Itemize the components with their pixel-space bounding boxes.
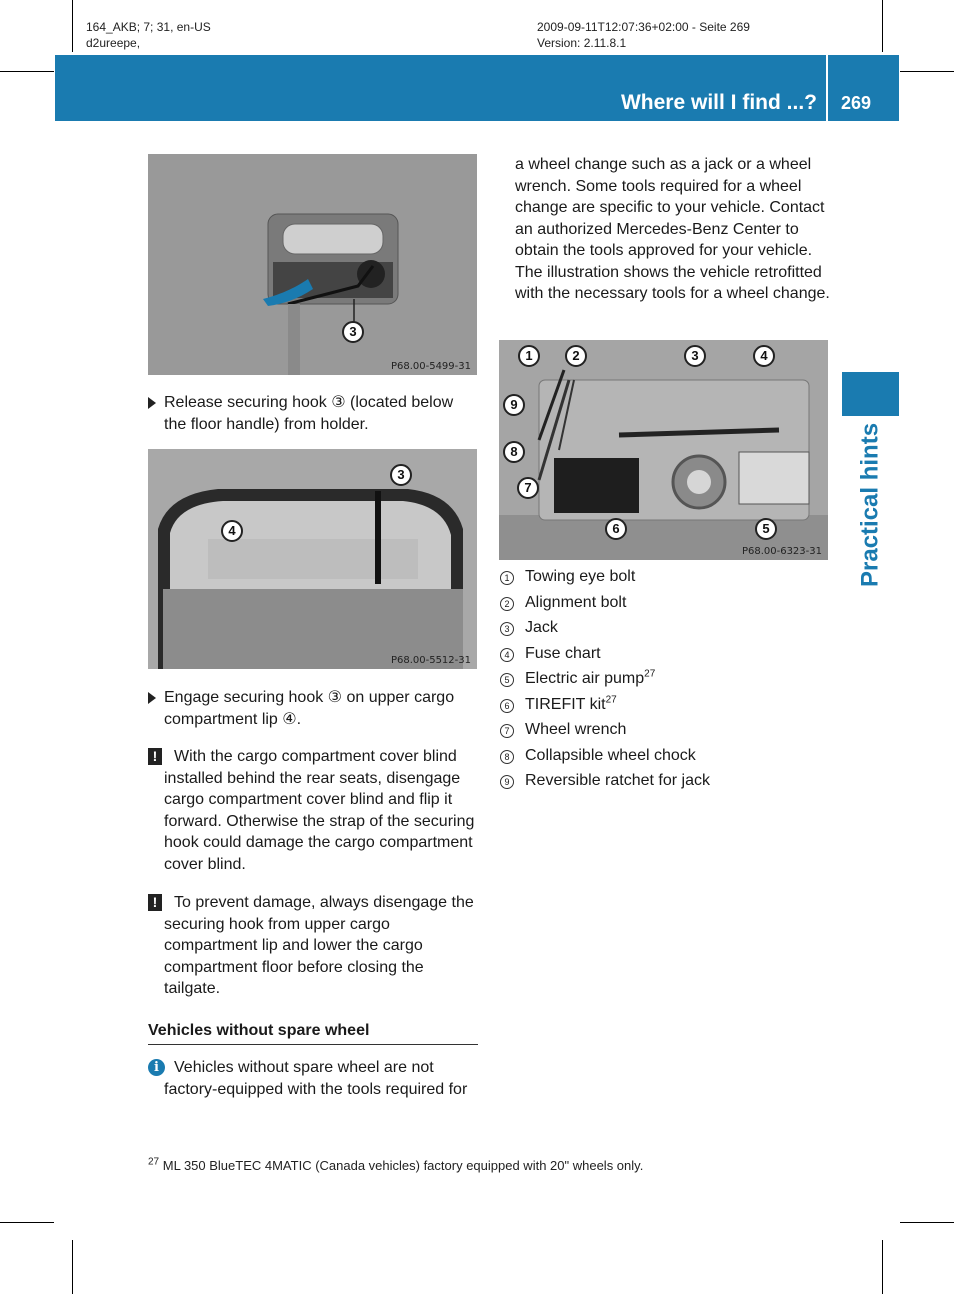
meta-line: 164_AKB; 7; 31, en-US (86, 20, 211, 34)
legend-number: 3 (500, 622, 514, 636)
callout-4: 4 (221, 520, 243, 542)
legend-item (500, 668, 830, 694)
info-icon: i (148, 1059, 165, 1076)
photo3-illustration (499, 340, 828, 560)
header-divider (826, 55, 828, 121)
print-meta-left (86, 19, 211, 51)
legend-number: 5 (500, 673, 514, 687)
print-meta-right (537, 19, 750, 51)
callout-2: 2 (565, 345, 587, 367)
photo2-illustration (148, 449, 477, 669)
legend-item (500, 617, 830, 643)
callout-3: 3 (390, 464, 412, 486)
footnote-ref: 27 (644, 668, 656, 680)
crop-mark (0, 1222, 54, 1223)
photo-cargo-compartment-lip (148, 449, 477, 669)
image-reference-code: P68.00-5499-31 (390, 361, 471, 372)
chapter-tab-label: Practical hints (856, 422, 884, 588)
warning-text: To prevent damage, always disengage the securing hook from upper cargo compartment lip and lower the cargo compartment floor before closing the tailgate. (164, 894, 474, 997)
legend-label: Collapsible wheel chock (525, 746, 696, 764)
callout-3: 3 (684, 345, 706, 367)
callout-5: 5 (755, 518, 777, 540)
arrow-bullet-icon (148, 397, 156, 409)
legend-item (500, 745, 830, 771)
callout-legend (500, 566, 830, 796)
subheading: Vehicles without spare wheel (148, 1022, 478, 1045)
callout-6: 6 (605, 518, 627, 540)
body-paragraph: a wheel change such as a jack or a wheel wrench. Some tools required for a wheel change are specific to your vehicle. Contact an authorized Mercedes-Benz Center to obtain the tools approved for your vehicle. The illustration shows the vehicle retrofitted with the necessary tools for a wheel change. (515, 156, 830, 302)
meta-line: Version: 2.11.8.1 (537, 36, 627, 50)
legend-label: Alignment bolt (525, 593, 627, 611)
legend-number: 1 (500, 571, 514, 585)
footnote-text: ML 350 BlueTEC 4MATIC (Canada vehicles) factory equipped with 20" wheels only. (162, 1158, 644, 1173)
legend-number: 4 (500, 648, 514, 662)
info-text: Vehicles without spare wheel are not factory-equipped with the tools required for (164, 1059, 468, 1098)
crop-mark (882, 1240, 883, 1294)
section-header (55, 55, 899, 121)
callout-9: 9 (503, 394, 525, 416)
photo1-illustration (148, 154, 477, 375)
callout-1: 1 (518, 345, 540, 367)
legend-label: Reversible ratchet for jack (525, 772, 710, 789)
warning-text: With the cargo compartment cover blind installed behind the rear seats, disengage cargo compartment cover blind and flip it forward. Otherwise the strap of the securing hook could damage the cargo compartment cover blind. (164, 748, 475, 873)
legend-item (500, 770, 830, 796)
legend-label: Fuse chart (525, 644, 601, 662)
legend-label: Jack (525, 619, 558, 636)
callout-3: 3 (342, 321, 364, 343)
instruction-text: Engage securing hook ③ on upper cargo compartment lip ④. (164, 689, 455, 728)
warning-exclamation-icon: ! (148, 748, 162, 765)
crop-mark (900, 1222, 954, 1223)
legend-number: 2 (500, 597, 514, 611)
instruction-step (148, 392, 478, 435)
crop-mark (900, 71, 954, 72)
legend-number: 7 (500, 724, 514, 738)
image-reference-code: P68.00-6323-31 (741, 546, 822, 557)
arrow-bullet-icon (148, 692, 156, 704)
crop-mark (72, 0, 73, 52)
legend-number: 9 (500, 775, 514, 789)
info-note (148, 1057, 480, 1100)
photo-securing-hook-holder (148, 154, 477, 375)
legend-label: TIREFIT kit$^{27}$ (525, 694, 617, 713)
meta-line: 2009-09-11T12:07:36+02:00 - Seite 269 (537, 20, 750, 34)
image-reference-code: P68.00-5512-31 (390, 655, 471, 666)
instruction-text: Release securing hook ③ (located below the floor handle) from holder. (164, 394, 454, 433)
warning-exclamation-icon: ! (148, 894, 162, 911)
legend-item (500, 694, 830, 720)
callout-4: 4 (753, 345, 775, 367)
warning-note (148, 892, 480, 1000)
legend-item (500, 566, 830, 592)
legend-number: 8 (500, 750, 514, 764)
legend-item (500, 719, 830, 745)
legend-item (500, 643, 830, 669)
footnote (148, 1158, 643, 1173)
meta-line: d2ureepe, (86, 36, 141, 50)
warning-note (148, 746, 480, 875)
page-number: 269 (841, 93, 872, 113)
footnote-number: 27 (148, 1156, 160, 1168)
footnote-ref: 27 (605, 694, 617, 706)
crop-mark (72, 1240, 73, 1294)
chapter-tab-marker (842, 372, 899, 416)
section-title: Where will I find ...? (620, 91, 817, 114)
legend-number: 6 (500, 699, 514, 713)
callout-8: 8 (503, 441, 525, 463)
legend-label: Towing eye bolt (525, 568, 636, 585)
instruction-step (148, 687, 478, 730)
photo-tool-kit (499, 340, 828, 560)
legend-label: Electric air pump$^{27}$ (525, 668, 656, 687)
legend-item (500, 592, 830, 618)
legend-label: Wheel wrench (525, 721, 627, 738)
crop-mark (0, 71, 54, 72)
callout-7: 7 (517, 477, 539, 499)
crop-mark (882, 0, 883, 52)
